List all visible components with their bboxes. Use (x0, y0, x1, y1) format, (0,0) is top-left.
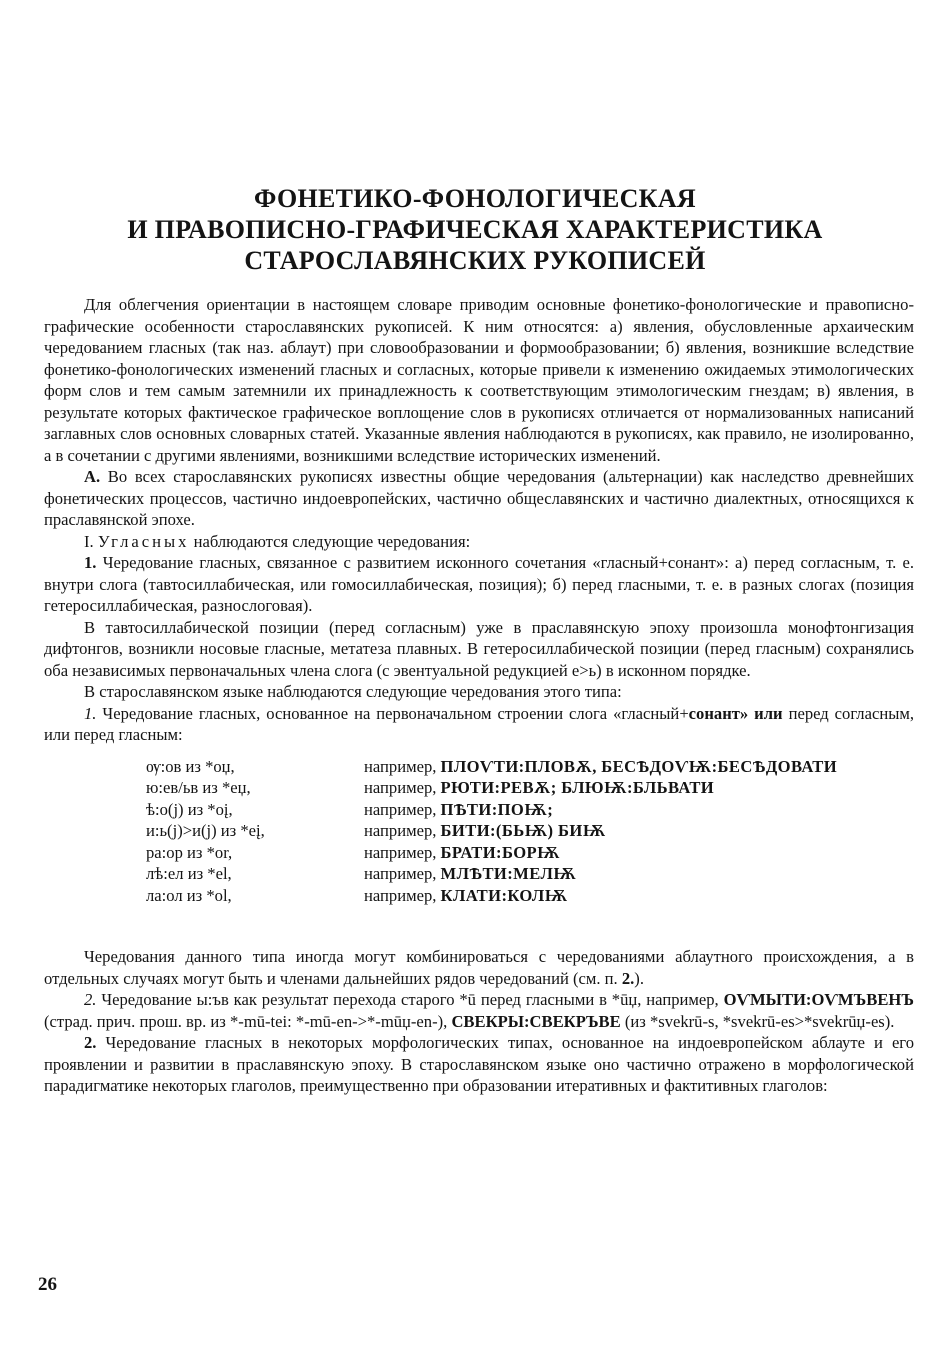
item-1-label: 1. (84, 553, 97, 572)
example-word: ПЛОѴТИ:ПЛОВѪ, БЕСѢДОѴѬ:БЕСѢДОВАТИ (440, 756, 838, 776)
combine-text2: ). (634, 968, 644, 988)
section-a-label: А. (84, 467, 101, 486)
example-word: КЛАТИ:КОЛѬ (440, 885, 568, 905)
item-2-paragraph (44, 1032, 914, 1097)
section-i-label: I. (84, 531, 98, 551)
example-alternation: ю:ев/ьв из *еџ, (146, 778, 251, 797)
example-words (364, 842, 914, 864)
example-alternation: ѹ:ов из *оџ, (146, 756, 235, 776)
item-1-paragraph (44, 552, 914, 617)
title-line-3: СТАРОСЛАВЯНСКИХ РУКОПИСЕЙ (244, 246, 706, 275)
sub-2-text2: (страд. прич. прош. вр. из *-mū-tei: *-mū-en->*-mūџ-en-), (44, 1011, 452, 1031)
example-words (364, 777, 914, 799)
combine-paragraph (44, 946, 914, 989)
examples-list (44, 756, 914, 907)
example-prefix: например, (364, 756, 441, 776)
title-line-2: И ПРАВОПИСНО-ГРАФИЧЕСКАЯ ХАРАКТЕРИСТИКА (127, 215, 823, 244)
item-2-label: 2. (84, 1033, 97, 1052)
body-text (44, 294, 914, 1097)
sub-1-paragraph (44, 703, 914, 746)
page-title (60, 183, 890, 276)
tautosyllabic-paragraph: В тавтосиллабической позиции (перед согласным) уже в праславянскую эпоху произошла монофтонгизация дифтонгов, возникли носовые гласные, метатеза плавных. В гетеросиллабической позиции (перед гласным) сохранялись оба независимых первоначальных члена слога (с эвентуальной редукцией е>ь) в исконном порядке. (44, 617, 914, 680)
example-word: ПѢТИ:ПОѬ; (440, 799, 554, 819)
sub-1-label: 1. (84, 703, 97, 723)
observed-paragraph: В старославянском языке наблюдаются следующие чередования этого типа: (84, 682, 622, 701)
sub-2-word-1: ОѴМЫТИ:ОѴМЪВЕНЪ (723, 990, 914, 1009)
example-prefix: например, (364, 778, 441, 797)
example-alternation: ѣ:о(j) из *оį, (146, 799, 233, 819)
example-word: БИТИ:(БЬѬ) БИѬ (440, 821, 606, 840)
page-number: 26 (38, 1274, 57, 1295)
combine-bold: 2. (621, 968, 635, 988)
combine-text: Чередования данного типа иногда могут комбинироваться с чередованиями аблаутного происхождения, а в отдельных случаях могут быть и членами дальнейших рядов чередований (см. п. (44, 947, 914, 988)
section-i-text: наблюдаются следующие чередования: (189, 531, 471, 551)
sub-2-text: Чередование ы:ъв как результат перехода старого *ū перед гласными в *ūџ, например, (96, 990, 724, 1009)
example-words (364, 799, 914, 821)
example-words (364, 820, 914, 842)
example-words (364, 885, 914, 907)
sub-1-text: Чередование гласных, основанное на первоначальном строении слога «гласный+ (96, 703, 689, 723)
example-prefix: например, (364, 821, 441, 840)
section-a-paragraph (44, 466, 914, 531)
sub-2-word-2: СВЕКРЫ:СВЕКРЪВЕ (451, 1011, 621, 1031)
item-1-text: Чередование гласных, связанное с развитием исконного сочетания «гласный+сонант»: а) перед согласным, т. е. внутри слога (тавтосиллабическая, или гомосиллабическая, позиция); б) перед гласными, т. е. в разных слогах (позиция гетеросиллабическая, разнослоговая). (44, 553, 914, 615)
sub-1-bold: сонант» или (688, 703, 783, 723)
example-prefix: например, (364, 799, 441, 819)
sub-2-text3: (из *svekrū-s, *svekrū-es>*svekrūџ-es). (620, 1011, 895, 1031)
example-prefix: например, (364, 864, 441, 883)
example-word: МЛѢТИ:МЕЛѬ (440, 864, 577, 883)
sub-2-label: 2. (84, 990, 97, 1009)
sub-1-text2: перед согласным, или перед гласным: (44, 703, 914, 744)
example-alternation: ра:ор из *оr, (146, 842, 233, 862)
example-words (364, 863, 914, 885)
example-alternation: ла:ол из *оl, (146, 885, 232, 905)
section-i-paragraph (44, 531, 914, 553)
title-line-1: ФОНЕТИКО-ФОНОЛОГИЧЕСКАЯ (254, 184, 696, 213)
example-word: РЮТИ:РЕВѪ; БЛЮѬ:БЛЬВАТИ (440, 778, 715, 797)
item-2-text: Чередование гласных в некоторых морфологических типах, основанное на индоевропейском аблауте и его проявлении и развитии в праславянскую эпоху. В старославянском языке оно частично отражено в морфологической парадигматике некоторых глаголов, преимущественно при образовании итеративных и фактитивных глаголов: (44, 1033, 914, 1095)
example-alternation: и:ь(j)>и(j) из *еį, (146, 821, 265, 840)
intro-paragraph: Для облегчения ориентации в настоящем словаре приводим основные фонетико-фонологические и правописно-графические особенности старославянских рукописей. К ним относятся: а) явления, обусловленные архаическим чередованием гласных (так наз. аблаут) при словообразовании и формообразовании; б) явления, возникшие вследствие фонетико-фонологических изменений гласных и согласных, которые привели к изменению ожидаемых этимологических форм слов и тем самым затемнили их принадлежность к соответствующим этимологическим гнездам; в) явления, в результате которых фактическое графическое воплощение слов в рукописях отличается от нормализованных написаний заглавных слов основных словарных статей. Указанные явления наблюдаются в рукописях, как правило, не изолированно, а в сочетании с другими явлениями, возникшими вследствие исторических изменений. (44, 295, 914, 465)
example-alternation: лѣ:ел из *еl, (146, 864, 232, 883)
section-a-text: Во всех старославянских рукописях известны общие чередования (альтернации) как наследство древнейших фонетических процессов, частично индоевропейских, частично общеславянских и частично диалектных, относящихся к праславянской эпохе. (44, 467, 914, 529)
sub-2-paragraph (44, 989, 914, 1032)
example-word: БРАТИ:БОРѬ (440, 842, 561, 862)
example-prefix: например, (364, 842, 441, 862)
example-prefix: например, (364, 885, 441, 905)
example-words (364, 756, 914, 778)
section-i-heading: Угласных (97, 531, 190, 551)
